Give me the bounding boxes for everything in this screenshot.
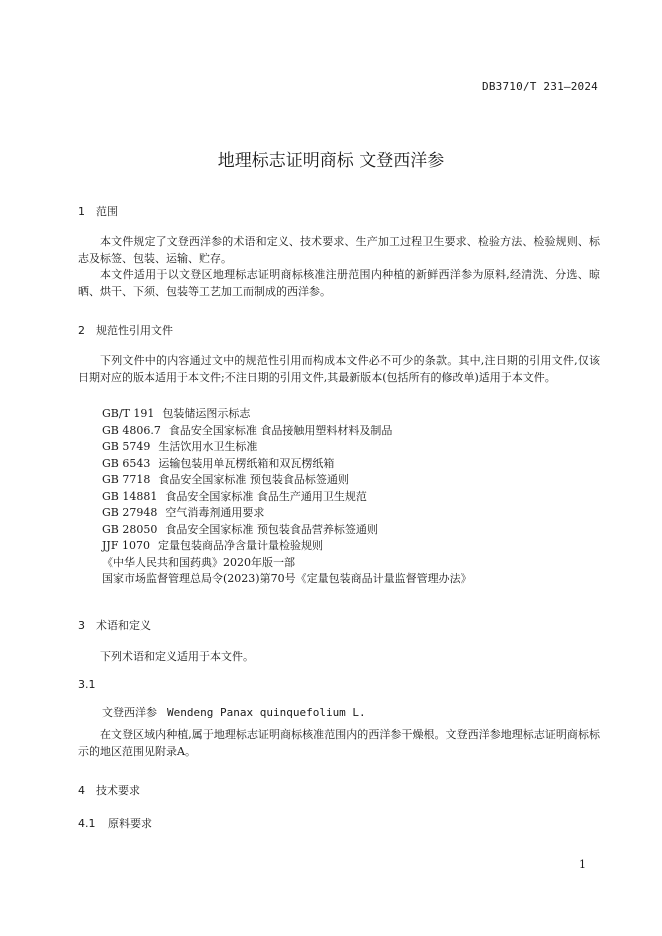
section-1-title: 范围	[96, 205, 118, 218]
reference-title: 生活饮用水卫生标准	[158, 440, 258, 453]
reference-item	[102, 456, 472, 473]
subsection-4-1-number: 4.1	[78, 817, 96, 830]
section-2-heading	[78, 322, 173, 338]
term-number: 3.1	[78, 678, 96, 691]
term-chinese: 文登西洋参	[102, 706, 157, 719]
reference-item	[102, 472, 472, 489]
section-1-paragraph-2: 本文件适用于以文登区地理标志证明商标核准注册范围内种植的新鲜西洋参为原料,经清洗、分选、晾晒、烘干、下须、包装等工艺加工而制成的西洋参。	[78, 268, 600, 298]
reference-code: GB 4806.7	[102, 423, 161, 437]
reference-item	[102, 406, 472, 423]
reference-item	[102, 571, 472, 588]
reference-code: GB 28050	[102, 522, 158, 536]
section-3-number: 3	[78, 619, 85, 632]
subsection-4-1-heading	[78, 815, 152, 831]
reference-code: GB 5749	[102, 440, 151, 453]
reference-title: 空气消毒剂通用要求	[165, 506, 265, 519]
reference-item	[102, 505, 472, 522]
normative-references-list	[102, 406, 472, 588]
section-4-title: 技术要求	[96, 784, 140, 797]
term-entry	[102, 704, 366, 720]
section-2-intro: 下列文件中的内容通过文中的规范性引用而构成本文件必不可少的条款。其中,注日期的引用文件,仅该日期对应的版本适用于本文件;不注日期的引用文件,其最新版本(包括所有的修改单)适用于本文件。	[78, 354, 600, 384]
section-4-number: 4	[78, 784, 85, 797]
reference-title: 食品安全国家标准 预包装食品营养标签通则	[165, 522, 378, 536]
section-3-title: 术语和定义	[96, 619, 151, 632]
section-1-paragraph-1: 本文件规定了文登西洋参的术语和定义、技术要求、生产加工过程卫生要求、检验方法、检验规则、标志及标签、包装、运输、贮存。	[78, 235, 600, 265]
term-definition: 在文登区域内种植,属于地理标志证明商标核准范围内的西洋参干燥根。文登西洋参地理标志证明商标标示的地区范围见附录A。	[78, 728, 600, 758]
reference-title: 定量包装商品净含量计量检验规则	[157, 539, 323, 552]
page-number: 1	[579, 858, 586, 871]
document-title: 地理标志证明商标 文登西洋参	[217, 151, 445, 171]
reference-title: 食品安全国家标准 食品生产通用卫生规范	[165, 489, 367, 503]
reference-item	[102, 423, 472, 440]
reference-code: GB 6543	[102, 456, 151, 470]
reference-item	[102, 522, 472, 539]
reference-item	[102, 489, 472, 506]
section-2-number: 2	[78, 324, 85, 337]
reference-item	[102, 439, 472, 456]
reference-code: GB 27948	[102, 506, 158, 519]
reference-title: 《中华人民共和国药典》2020年版一部	[102, 555, 295, 569]
reference-item	[102, 555, 472, 572]
reference-code: GB 14881	[102, 489, 158, 503]
section-1-heading	[78, 203, 118, 219]
standard-number: DB3710/T 231—2024	[482, 80, 598, 93]
subsection-4-1-title: 原料要求	[108, 817, 152, 830]
reference-title: 运输包装用单瓦楞纸箱和双瓦楞纸箱	[158, 456, 335, 470]
section-4-heading	[78, 782, 140, 798]
term-english: Wendeng Panax quinquefolium L.	[167, 706, 366, 719]
reference-title: 包装储运图示标志	[162, 407, 251, 420]
section-3-intro: 下列术语和定义适用于本文件。	[100, 650, 254, 663]
reference-code: GB/T 191	[102, 407, 155, 420]
section-3-heading	[78, 617, 151, 633]
reference-code: JJF 1070	[102, 539, 150, 552]
reference-title: 食品安全国家标准 预包装食品标签通则	[158, 473, 349, 486]
reference-title: 食品安全国家标准 食品接触用塑料材料及制品	[168, 423, 393, 437]
reference-code: GB 7718	[102, 473, 151, 486]
reference-title: 国家市场监督管理总局令(2023)第70号《定量包装商品计量监督管理办法》	[102, 572, 472, 585]
reference-item	[102, 538, 472, 555]
section-2-title: 规范性引用文件	[96, 324, 173, 337]
section-1-number: 1	[78, 205, 85, 218]
